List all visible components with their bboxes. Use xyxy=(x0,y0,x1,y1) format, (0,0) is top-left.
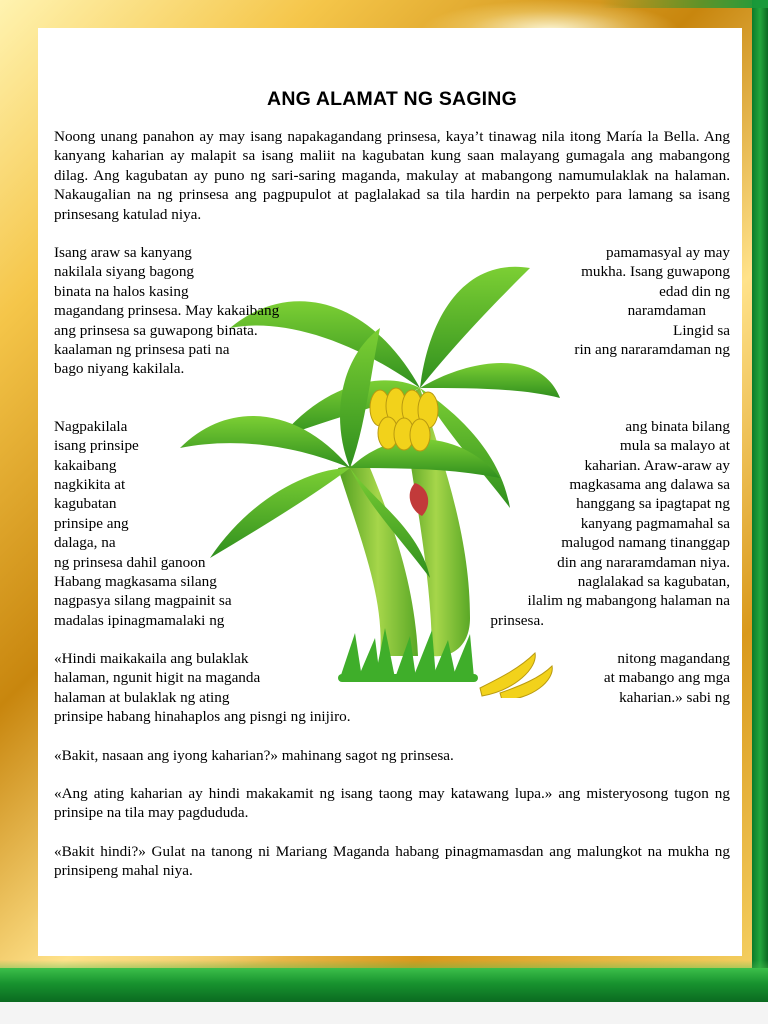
text-line: magandang prinsesa. May kakaibang naramdaman xyxy=(54,302,706,320)
text-line: nakilala siyang bagong mukha. Isang guwapong xyxy=(54,263,730,281)
paragraph-hindi-maikakaila xyxy=(54,649,730,727)
paragraph-nagpakilala xyxy=(54,417,730,630)
text-line: ng prinsesa dahil ganoon din ang nararamdaman niya. xyxy=(54,553,730,571)
bottom-margin xyxy=(0,1002,768,1024)
text-line: kagubatan hanggang sa ipagtapat ng xyxy=(54,495,730,513)
text-line: halaman, ngunit higit na maganda at mabango ang mga xyxy=(54,669,730,687)
text-line: dalaga, na malugod namang tinanggap xyxy=(54,534,730,552)
paragraph-intro: Noong unang panahon ay may isang napakagandang prinsesa, kaya’t tinawag nila itong María la Bella. Ang kanyang kaharian ay malapit sa isang maliit na kagubatan kung saan malayang gumagala ang mabangong dilag. Ang kagubatan ay puno ng sari-saring maganda, makulay at mabangong namumulaklak na halaman. Nakaugalian na ng prinsesa ang pagpupulot at paglalakad sa tila hardin na perpekto para lamang sa isang prinsesang katulad niya. xyxy=(54,128,730,223)
text-line: nagkikita at magkasama ang dalawa sa xyxy=(54,475,730,493)
text-line: kakaibang kaharian. Araw-araw ay xyxy=(54,456,730,474)
text-line: Isang araw sa kanyang pamamasyal ay may xyxy=(54,244,730,262)
text-line: nagpasya silang magpainit sa ilalim ng mabangong halaman na xyxy=(54,592,730,610)
text-line: madalas ipinagmamalaki ng prinsesa. xyxy=(54,611,544,629)
text-line: halaman at bulaklak ng ating kaharian.» sabi ng xyxy=(54,688,730,706)
green-border-right xyxy=(752,0,768,1000)
text-line: isang prinsipe mula sa malayo at xyxy=(54,437,730,455)
story-content xyxy=(54,88,730,900)
text-line: prinsipe ang kanyang pagmamahal sa xyxy=(54,514,730,532)
text-line: ang prinsesa sa guwapong binata. Lingid sa xyxy=(54,321,730,339)
green-border-top xyxy=(600,0,768,8)
text-line: bago niyang kakilala. xyxy=(54,360,185,378)
green-border-bottom xyxy=(0,968,768,1002)
paragraph-ang-ating-kaharian: «Ang ating kaharian ay hindi makakamit ng isang taong may katawang lupa.» ang misteryosong tugon ng prinsipe na tila may pagdududa. xyxy=(54,785,730,822)
text-line: Nagpakilala ang binata bilang xyxy=(54,417,730,435)
paragraph-isang-araw xyxy=(54,243,730,379)
text-line: «Hindi maikakaila ang bulaklak nitong magandang xyxy=(54,650,730,668)
page-title: ANG ALAMAT NG SAGING xyxy=(267,88,517,110)
text-line: Habang magkasama silang naglalakad sa kagubatan, xyxy=(54,572,730,590)
text-line: kaalaman ng prinsesa pati na rin ang nararamdaman ng xyxy=(54,340,730,358)
paragraph-bakit-nasaan: «Bakit, nasaan ang iyong kaharian?» mahinang sagot ng prinsesa. xyxy=(54,746,454,764)
paragraph-bakit-hindi: «Bakit hindi?» Gulat na tanong ni Mariang Maganda habang pinagmamasdan ang malungkot na mukha ng prinsipeng mahal niya. xyxy=(54,842,730,880)
text-line: binata na halos kasing edad din ng xyxy=(54,282,730,300)
text-line: prinsipe habang hinahaplos ang pisngi ng inijiro. xyxy=(54,708,351,726)
